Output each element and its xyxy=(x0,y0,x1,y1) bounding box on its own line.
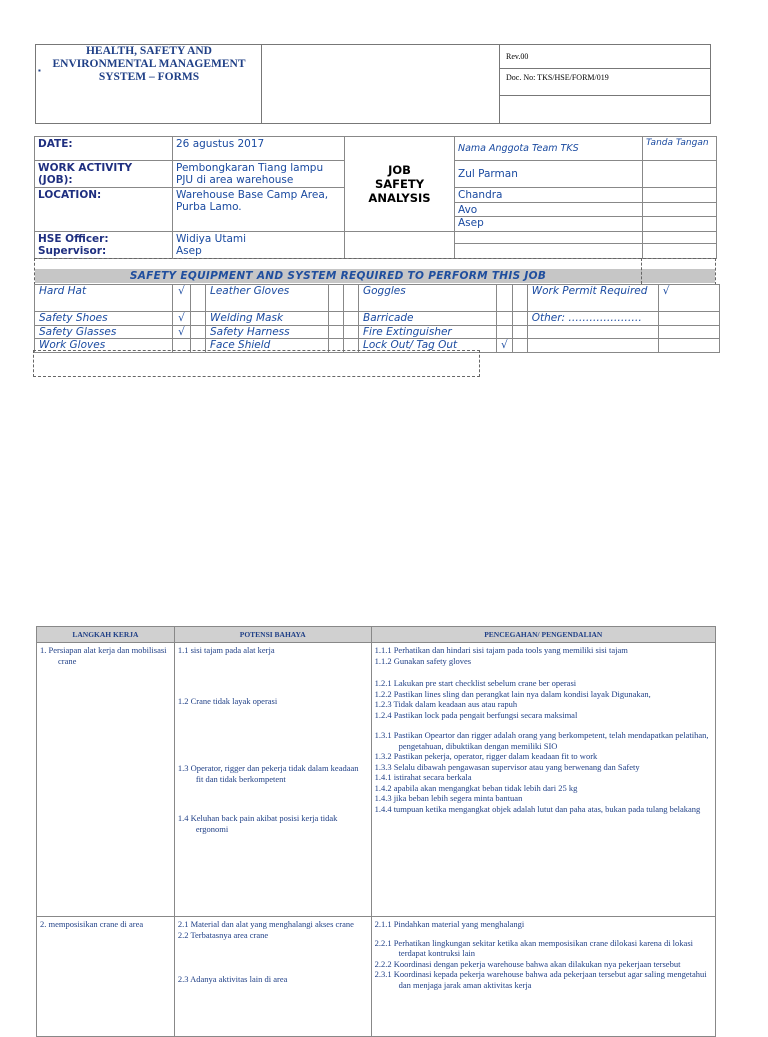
work-activity-value: Pembongkaran Tiang lampu PJU di area warehouse xyxy=(173,161,345,188)
equipment-item: Face Shield xyxy=(206,339,329,353)
safety-divider xyxy=(641,258,642,284)
team-member: Chandra xyxy=(455,188,642,203)
work-step xyxy=(37,917,175,1037)
blank-cell xyxy=(191,285,206,312)
check-mark xyxy=(497,325,513,339)
hse-officer-value: Widiya Utami xyxy=(176,233,247,245)
blank-cell xyxy=(344,325,359,339)
equipment-item xyxy=(527,325,658,339)
table-row xyxy=(37,917,716,1037)
control-item: 1.1.2 Gunakan safety gloves xyxy=(374,655,472,666)
check-mark: √ xyxy=(173,325,191,339)
safety-equipment-table xyxy=(34,284,720,353)
equipment-item: Welding Mask xyxy=(206,312,329,326)
work-step xyxy=(37,643,175,917)
col-header-steps: LANGKAH KERJA xyxy=(37,627,175,643)
blank-cell xyxy=(191,325,206,339)
blank-cell xyxy=(512,339,527,353)
equipment-item: Safety Shoes xyxy=(35,312,173,326)
hazard-item: 1.4 Keluhan back pain akibat posisi kerja tidak ergonomi xyxy=(177,813,338,834)
header-logo-cell xyxy=(262,45,500,123)
control-item: 1.2.1 Lakukan pre start checklist sebelum crane ber operasi xyxy=(374,678,577,688)
equipment-item: Work Gloves xyxy=(35,339,173,353)
signature-cell xyxy=(643,161,717,188)
check-mark xyxy=(497,285,513,312)
hazard-cell xyxy=(174,917,371,1037)
header-title-cell xyxy=(36,45,262,123)
date-label: DATE: xyxy=(35,137,173,161)
check-mark: √ xyxy=(497,339,513,353)
control-cell xyxy=(371,643,715,917)
job-info-table xyxy=(34,136,717,259)
blank-cell xyxy=(344,312,359,326)
control-item: 1.4.3 jika beban lebih segera minta bantuan xyxy=(374,793,523,803)
hazard-item: 2.3 Adanya aktivitas lain di area xyxy=(177,974,288,984)
control-item: 2.2.1 Perhatikan lingkungan sekitar ketika akan memposisikan crane dilokasi karena di lokasi terdapat kontruksi lain xyxy=(374,937,693,958)
jsa-steps-table xyxy=(36,626,716,1037)
check-mark: √ xyxy=(173,285,191,312)
title-line-2: ENVIRONMENTAL MANAGEMENT xyxy=(52,58,246,70)
empty-dashed-box xyxy=(33,350,480,377)
empty-cell xyxy=(345,232,455,259)
hazard-cell xyxy=(174,643,371,917)
table-row xyxy=(37,643,716,917)
hse-officer-label: HSE Officer: xyxy=(38,233,109,245)
hazard-item: 1.3 Operator, rigger dan pekerja tidak dalam keadaan fit dan tidak berkompetent xyxy=(177,763,359,784)
col-header-hazards: POTENSI BAHAYA xyxy=(174,627,371,643)
equipment-item xyxy=(527,339,658,353)
col-header-controls: PENCEGAHAN/ PENGENDALIAN xyxy=(371,627,715,643)
equipment-item: Hard Hat xyxy=(35,285,173,312)
title-line-3: SYSTEM – FORMS xyxy=(98,71,200,83)
check-mark xyxy=(497,312,513,326)
control-item: 1.2.4 Pastikan lock pada pengait berfungsi secara maksimal xyxy=(374,709,578,720)
form-title xyxy=(36,45,262,84)
signature-cell xyxy=(643,188,717,232)
control-item: 1.3.2 Pastikan pekerja, operator, rigger dalam keadaan fit to work xyxy=(374,751,598,761)
blank-cell xyxy=(512,285,527,312)
equipment-item: Work Permit Required xyxy=(527,285,658,312)
team-member: Asep xyxy=(458,217,484,229)
jsa-line-2: SAFETY xyxy=(374,177,425,191)
equipment-item: Fire Extinguisher xyxy=(359,325,497,339)
team-member-empty xyxy=(455,232,643,259)
sign-header: Tanda Tangan xyxy=(643,137,717,161)
control-item: 1.1.1 Perhatikan dan hindari sisi tajam pada tools yang memiliki sisi tajam xyxy=(374,645,628,655)
blank-cell xyxy=(344,285,359,312)
step-text: 2. memposisikan crane di area xyxy=(40,919,144,929)
hse-supervisor-label xyxy=(35,232,173,259)
control-item: 1.2.2 Pastikan lines sling dan perangkat lain nya dalam kondisi layak Digunakan, xyxy=(374,688,651,699)
hazard-item: 2.2 Terbatasnya area crane xyxy=(177,929,269,940)
control-item: 1.4.1 istirahat secara berkala xyxy=(374,772,472,782)
jsa-line-3: ANALYSIS xyxy=(368,191,431,205)
hse-supervisor-value xyxy=(173,232,345,259)
equipment-item: Lock Out/ Tag Out xyxy=(359,339,497,353)
check-mark xyxy=(658,312,719,326)
control-item: 1.4.4 tumpuan ketika mengangkat objek adalah lutut dan paha atas, bukan pada tulang belakang xyxy=(374,803,701,814)
control-item: 2.1.1 Pindahkan material yang menghalangi xyxy=(374,919,525,929)
control-item: 2.2.2 Koordinasi dengan pekerja warehouse bahwa akan dilakukan nya pekerjaan tersebut xyxy=(374,958,681,969)
check-mark: √ xyxy=(658,285,719,312)
work-activity-label: WORK ACTIVITY (JOB): xyxy=(35,161,173,188)
blank-cell xyxy=(512,312,527,326)
check-mark: √ xyxy=(173,312,191,326)
team-header: Nama Anggota Team TKS xyxy=(455,137,643,161)
location-label: LOCATION: xyxy=(35,188,173,232)
control-item: 2.3.1 Koordinasi kepada pekerja warehouse bahwa ada pekerjaan tersebut agar saling mengetahui dan menjaga jarak aman aktivitas kerja xyxy=(374,969,707,990)
team-member-group xyxy=(455,188,643,232)
jsa-title xyxy=(345,137,455,232)
form-header xyxy=(35,44,711,124)
equipment-item: Goggles xyxy=(359,285,497,312)
safety-title: SAFETY EQUIPMENT AND SYSTEM REQUIRED TO PERFORM THIS JOB xyxy=(129,270,547,282)
signature-cell xyxy=(643,232,717,259)
equipment-item: Barricade xyxy=(359,312,497,326)
check-mark xyxy=(329,285,344,312)
bullet-icon: ▪ xyxy=(38,66,41,75)
check-mark xyxy=(329,325,344,339)
supervisor-value: Asep xyxy=(176,245,202,257)
step-text: 1. Persiapan alat kerja dan mobilisasi crane xyxy=(40,645,167,666)
check-mark xyxy=(658,339,719,353)
location-value: Warehouse Base Camp Area, Purba Lamo. xyxy=(173,188,345,232)
control-item: 1.2.3 Tidak dalam keadaan aus atau rapuh xyxy=(374,699,518,709)
title-line-1: HEALTH, SAFETY AND xyxy=(85,45,212,57)
equipment-item: Safety Glasses xyxy=(35,325,173,339)
jsa-line-1: JOB xyxy=(388,163,411,177)
control-item: 1.4.2 apabila akan mengangkat beban tidak lebih dari 25 kg xyxy=(374,782,578,793)
team-member: Zul Parman xyxy=(455,161,643,188)
control-item: 1.3.3 Selalu dibawah pengawasan supervisor atau yang berwenang dan Safety xyxy=(374,761,640,772)
supervisor-label: Supervisor: xyxy=(38,245,107,257)
check-mark xyxy=(329,312,344,326)
hazard-item: 1.2 Crane tidak layak operasi xyxy=(177,695,278,706)
equipment-item: Other: ………………… xyxy=(527,312,658,326)
hazard-item: 1.1 sisi tajam pada alat kerja xyxy=(177,645,275,655)
check-mark xyxy=(658,325,719,339)
date-value: 26 agustus 2017 xyxy=(173,137,345,161)
blank-cell xyxy=(512,325,527,339)
blank-cell xyxy=(191,312,206,326)
team-member: Avo xyxy=(455,203,642,217)
revision-number: Rev.00 xyxy=(500,45,710,69)
equipment-item: Safety Harness xyxy=(206,325,329,339)
equipment-item: Leather Gloves xyxy=(206,285,329,312)
control-item: 1.3.1 Pastikan Opeartor dan rigger adalah orang yang berkompetent, telah mendapatkan pelatihan, pengetahuan, dibuktikan dengan memiliki SIO xyxy=(374,730,709,751)
control-cell xyxy=(371,917,715,1037)
hazard-item: 2.1 Material dan alat yang menghalangi akses crane xyxy=(177,919,354,929)
document-number: Doc. No: TKS/HSE/FORM/019 xyxy=(500,69,710,96)
